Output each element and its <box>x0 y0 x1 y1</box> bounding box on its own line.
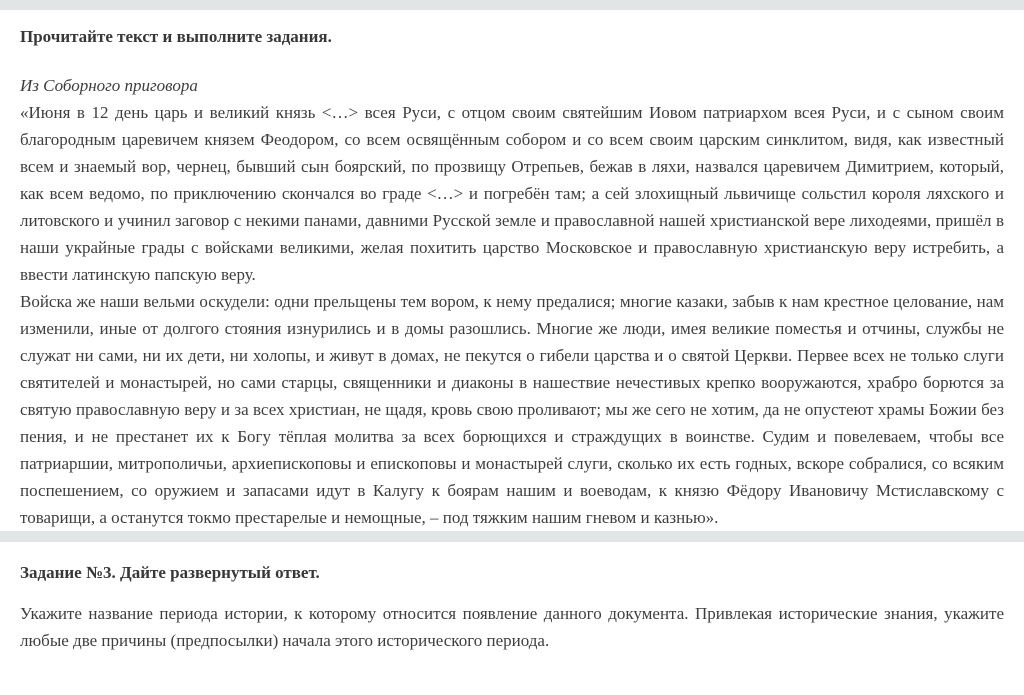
document-paragraph-2: Войска же наши вельми оскудели: одни прельщены тем вором, к нему предалися; многие казаки, забыв к нам крестное целование, нам изменили, иные от долгого стояния изнурились и в домы разошлись. Многие же люди, имея великие поместья и отчины, службы не служат ни сами, ни их дети, ни холопы, и живут в домах, не пекутся о гибели царства и о святой Церкви. Первее всех не только слуги святителей и монастырей, но сами старцы, священники и диаконы в нашествие нечестивых крепко вооружаются, храбро борются за святую православную веру и за всех христиан, не щадя, кровь свою проливают; мы же сего не хотим, да не опустеют храмы Божии без пения, и не престанет их к Богу тёплая молитва за всех борющихся и страждущих в воинстве. Судим и повелеваем, чтобы все патриаршии, митрополичьи, архиепископовы и епископовы и монастырей слуги, сколько их есть годных, вскоре собралися, со всяким поспешением, со оружием и запасами идут в Калугу к боярам нашим и воеводам, к князю Фёдору Ивановичу Мстиславскому с товарищи, а останутся токмо престарелые и немощные, – под тяжким нашим гневом и казнью». <box>20 292 1004 527</box>
source-title: Из Соборного приговора <box>20 76 198 95</box>
task-heading: Задание №3. Дайте развернутый ответ. <box>20 563 320 582</box>
task-question: Укажите название периода истории, к которому относится появление данного документа. Привлекая исторические знания, укажите любые две причины (предпосылки) начала этого исторического периода. <box>20 604 1004 650</box>
document-paragraph-1: «Июня в 12 день царь и великий князь <…> всея Руси, с отцом своим святейшим Иовом патриархом всея Руси, и с сыном своим благородным царевичем князем Феодором, со всем освящённым собором и со всем своим царским синклитом, видя, как известный всем и знаемый вор, чернец, бывший сын боярский, по прозвищу Отрепьев, бежав в ляхи, назвался царевичем Димитрием, который, как всем ведомо, по приключению скончался во граде <…> и погребён там; а сей злохищный львичище сольстил короля ляхского и литовского и учинил заговор с некими панами, давними Русской земле и православной нашей христианской вере лиходеями, пришёл в наши украйные грады с войсками великими, желая похитить царство Московское и православную христианскую веру истребить, а ввести латинскую папскую веру. <box>20 103 1004 284</box>
reading-text-section <box>0 10 1024 531</box>
top-band <box>0 0 1024 10</box>
task-section <box>0 542 1024 654</box>
instruction-heading: Прочитайте текст и выполните задания. <box>20 27 332 46</box>
section-divider <box>0 531 1024 542</box>
